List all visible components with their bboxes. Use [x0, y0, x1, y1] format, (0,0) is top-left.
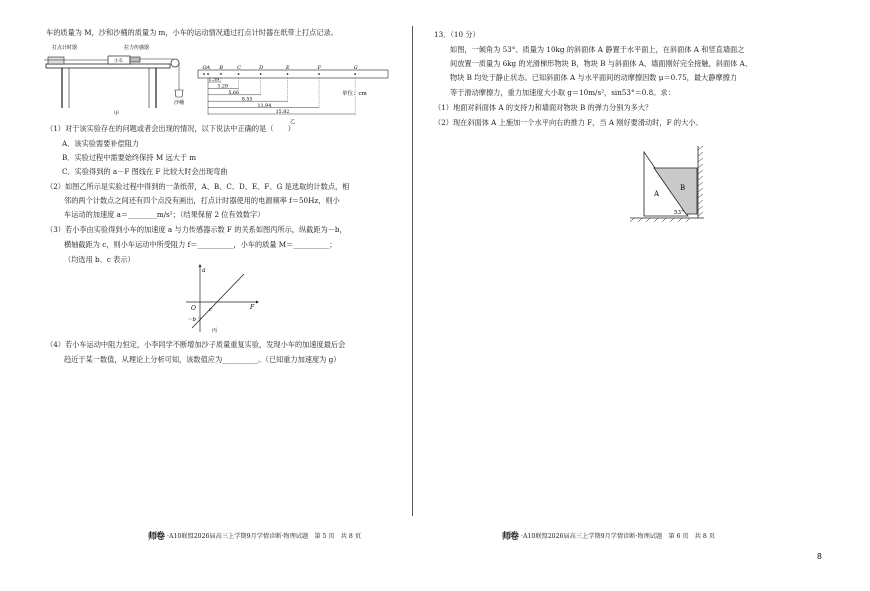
tape-dot-B: [220, 73, 222, 75]
tape-point-A: A: [206, 65, 211, 71]
cart-label: 小车: [114, 59, 124, 64]
page-corner-number: 8: [816, 552, 822, 561]
tape-point-B: B: [219, 65, 224, 71]
q4-line-1: （4）若小车运动中阻力恒定，小李同学不断增加沙子质量重复实验，发现小车的加速度最后会: [46, 340, 346, 349]
q3-line-2: 横轴截距为 c，则小车运动中所受阻力 f＝__________，小车的质量 M＝__________；: [64, 240, 337, 249]
tape-point-G: G: [353, 65, 358, 71]
tape-point-C: C: [237, 65, 241, 71]
sensor-label: 拉力传感器: [124, 45, 150, 51]
tape-dot-O: [203, 73, 205, 75]
angle-label: 53°: [674, 210, 684, 216]
fig-c-label: 丙: [212, 328, 218, 334]
tape-figure: [196, 62, 392, 126]
tape-dot-C: [238, 73, 240, 75]
tape-dot-F: [318, 73, 320, 75]
q3-line-1: （3）若小李由实验得到小车的加速度 a 与力传感器示数 F 的关系如图丙所示，纵截距为－b，: [46, 225, 347, 234]
timer-label: 打点计时器: [52, 45, 78, 51]
tape-point-F: F: [317, 65, 322, 71]
right-footer-text: ·A10联盟2026届高三上学期9月学情诊断·物理试题 第 6 页 共 8 页: [521, 533, 716, 540]
a-f-graph: [178, 262, 262, 338]
fig-b-label: 乙: [290, 119, 296, 125]
q2-line-2: 邻的两个计数点之间还有四个点没有画出，打点计时器使用的电源频率 f＝50Hz，则小: [64, 196, 340, 205]
q13-body-line-2: 间放置一质量为 6kg 的光滑梯形物块 B，物块 B 与斜面体 A、墙面刚好完全接触，斜面体 A、: [450, 59, 753, 68]
tape-unit-label: 单位：cm: [342, 91, 367, 97]
tape-distance-label: 5.66: [228, 91, 240, 96]
tape-point-O: O: [202, 65, 207, 71]
graph-b-label: －b: [187, 317, 197, 323]
tape-point-D: D: [259, 65, 264, 71]
q13-header: 13．（10 分）: [434, 30, 480, 39]
graph-x-axis-label: F: [250, 304, 255, 311]
body-b-label: B: [680, 184, 686, 192]
apparatus-figure: [40, 40, 200, 116]
bucket-label: 沙桶: [174, 100, 185, 106]
footer-logo-left: 师卷: [148, 532, 165, 542]
q13-sub-2: （2）现在斜面体 A 上施加一个水平向右的推力 F，当 A 刚好要滑动时，F 的大小。: [434, 118, 703, 127]
graph-y-axis-label: a: [202, 267, 206, 274]
q13-body-line-3: 物块 B 均处于静止状态。已知斜面体 A 与水平面间的动摩擦因数 μ＝0.75，最大静摩擦力: [450, 73, 737, 82]
tape-dot-D: [260, 73, 262, 75]
q1-option-a: A．该实验需要补偿阻力: [62, 139, 140, 148]
q13-body-line-4: 等于滑动摩擦力，重力加速度大小取 g＝10m/s²，sin53°＝0.8。求：: [450, 88, 675, 97]
body-a-label: A: [654, 190, 660, 198]
tape-point-E: E: [286, 65, 290, 71]
footer-logo-right: 师卷: [502, 532, 519, 542]
fig-a-label: 甲: [114, 111, 120, 116]
q1-option-b: B．实验过程中需要始终保持 M 远大于 m: [62, 153, 197, 162]
q2-line-1: （2）如图乙所示是实验过程中得到的一条纸带，A、B、C、D、E、F、G 是选取的计数点，相: [46, 182, 350, 191]
q3-line-3: （均选用 b、c 表示）: [64, 255, 135, 264]
graph-origin-label: O: [191, 305, 196, 312]
tape-distance-label: 1.39: [208, 78, 220, 84]
incline-figure: [628, 144, 714, 224]
q4-line-2: 趋近于某一数值，从理论上分析可知，该数值应为__________。（已知重力加速度为 g）: [64, 355, 341, 364]
tape-dot-A: [207, 73, 209, 75]
tape-distance-label: 15.82: [275, 110, 290, 116]
tape-distance-label: 3.29: [217, 84, 228, 90]
tape-distance-label: 11.94: [257, 103, 272, 109]
graph-c-label: c: [209, 307, 213, 313]
page-divider: [412, 26, 413, 516]
q1-option-c: C．实验得到的 a－F 图线在 F 比较大时会出现弯曲: [62, 167, 228, 176]
tape-dot-E: [287, 73, 289, 75]
right-footer: [502, 529, 715, 542]
q13-sub-1: （1）地面对斜面体 A 的支持力和墙面对物块 B 的弹力分别为多大？: [434, 103, 653, 112]
q2-line-3: 车运动的加速度 a＝________m/s²；（结果保留 2 位有效数字）: [64, 210, 265, 219]
tape-distance-label: 8.55: [241, 97, 253, 103]
q13-body-line-1: 如图，一倾角为 53°、质量为 10kg 的斜面体 A 静置于水平面上，在斜面体 A 和竖直墙面之: [450, 45, 745, 54]
left-footer: [148, 529, 361, 542]
q1-stem: （1）对于该实验存在的问题或者会出现的情况，以下说法中正确的是（ ）: [46, 124, 295, 133]
tape-dot-G: [354, 73, 356, 75]
left-footer-text: ·A10联盟2026届高三上学期9月学情诊断·物理试题 第 5 页 共 8 页: [167, 533, 362, 540]
left-intro: 车的质量为 M，沙和沙桶的质量为 m，小车的运动情况通过打点计时器在纸带上打点记录。: [46, 28, 338, 37]
